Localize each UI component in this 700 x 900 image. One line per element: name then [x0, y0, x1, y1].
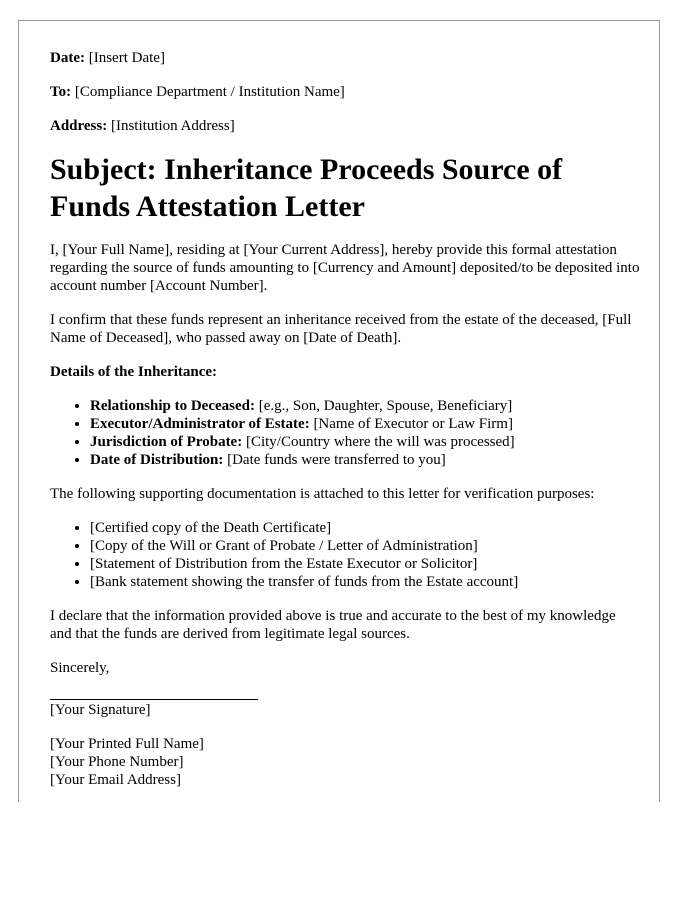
signature-label: [Your Signature]: [50, 702, 151, 718]
list-item: • [Copy of the Will or Grant of Probate / Letter of Administration]: [90, 537, 640, 555]
detail-value: [e.g., Son, Daughter, Spouse, Beneficiary]: [255, 398, 513, 414]
date-value: [Insert Date]: [84, 50, 165, 66]
details-heading-text: Details of the Inheritance:: [50, 364, 218, 380]
list-item: • [Statement of Distribution from the Estate Executor or Solicitor]: [90, 555, 640, 573]
list-item: [90, 415, 640, 433]
detail-label: Date of Distribution:: [90, 452, 224, 468]
letter-content: [50, 49, 640, 789]
to-field: [50, 83, 640, 101]
signature-line: [50, 699, 258, 700]
list-item: [90, 397, 640, 415]
address-field: [50, 117, 640, 135]
date-label: Date:: [50, 50, 85, 66]
address-label: Address:: [50, 118, 108, 134]
contact-name: [Your Printed Full Name]: [50, 736, 204, 752]
detail-label: Jurisdiction of Probate:: [90, 434, 243, 450]
detail-value: [Date funds were transferred to you]: [223, 452, 446, 468]
contact-phone: [Your Phone Number]: [50, 754, 184, 770]
closing: Sincerely,: [50, 660, 110, 676]
list-item: • [Bank statement showing the transfer of funds from the Estate account]: [90, 573, 640, 591]
address-value: [Institution Address]: [107, 118, 235, 134]
list-item: [90, 433, 640, 451]
letter-page: [18, 20, 660, 802]
to-label: To:: [50, 84, 72, 100]
detail-label: Executor/Administrator of Estate:: [90, 416, 310, 432]
list-item: • [Certified copy of the Death Certificate]: [90, 519, 640, 537]
to-value: [Compliance Department / Institution Name]: [71, 84, 345, 100]
subject-heading: Subject: Inheritance Proceeds Source of Funds Attestation Letter: [50, 153, 563, 223]
docs-intro: The following supporting documentation is attached to this letter for verification purposes:: [50, 486, 595, 502]
date-field: [50, 49, 640, 67]
details-list: [50, 397, 640, 469]
details-heading: [50, 363, 640, 381]
contact-email: [Your Email Address]: [50, 772, 181, 788]
confirm-paragraph: I confirm that these funds represent an inheritance received from the estate of the deceased, [Full Name of Deceased], who passed away on [Date of Death].: [50, 312, 632, 346]
docs-list: [50, 519, 640, 591]
detail-value: [City/Country where the will was processed]: [242, 434, 515, 450]
contact-block: [50, 735, 640, 789]
detail-value: [Name of Executor or Law Firm]: [309, 416, 513, 432]
intro-paragraph: I, [Your Full Name], residing at [Your Current Address], hereby provide this formal attestation regarding the source of funds amounting to [Currency and Amount] deposited/to be deposited into account number [Account Number].: [50, 242, 640, 294]
declaration-paragraph: I declare that the information provided above is true and accurate to the best of my knowledge and that the funds are derived from legitimate legal sources.: [50, 608, 616, 642]
detail-label: Relationship to Deceased:: [90, 398, 255, 414]
list-item: [90, 451, 640, 469]
